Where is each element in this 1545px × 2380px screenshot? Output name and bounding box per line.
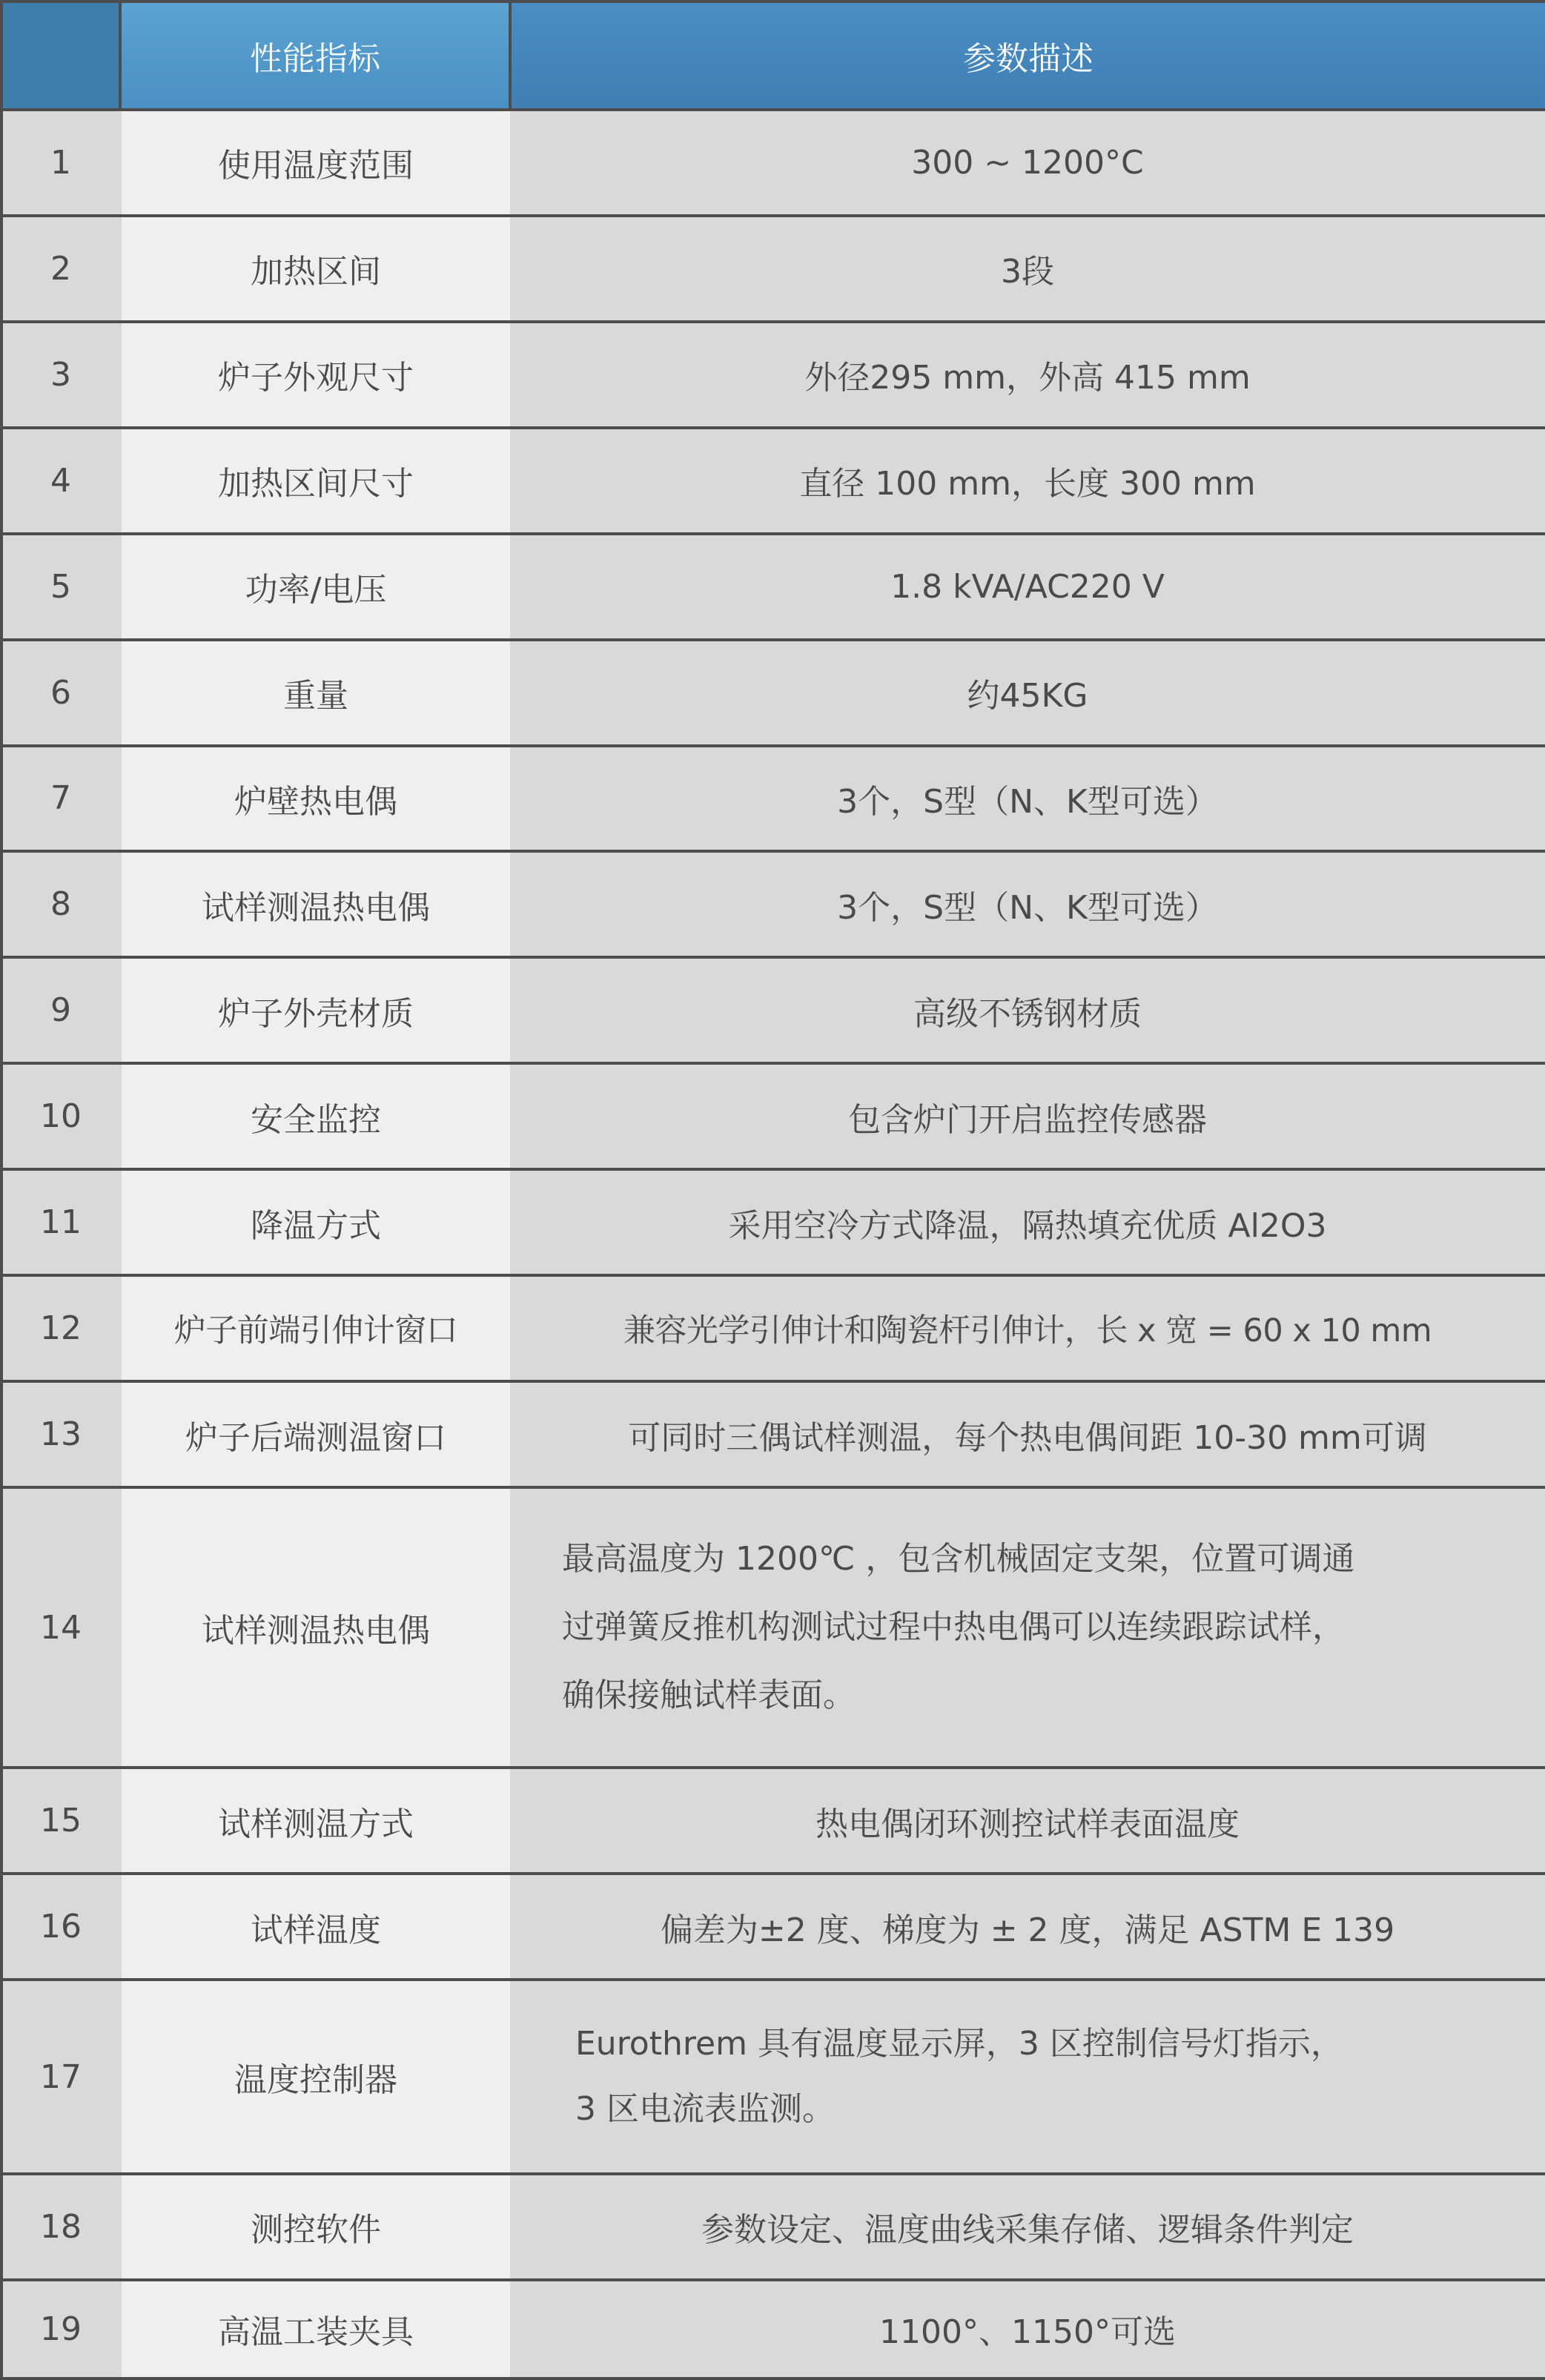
parameter-description: 1.8 kVA/AC220 V	[510, 534, 1545, 640]
indicator-name: 重量	[120, 640, 510, 746]
table-row	[1, 2280, 1545, 2379]
row-number: 13	[1, 1381, 120, 1487]
header-parameter-description: 参数描述	[510, 1, 1545, 110]
table-row	[1, 1169, 1545, 1275]
table-row	[1, 957, 1545, 1063]
table-row	[1, 1874, 1545, 1980]
parameter-description: 直径 100 mm，长度 300 mm	[510, 428, 1545, 534]
row-number: 11	[1, 1169, 120, 1275]
indicator-name: 炉壁热电偶	[120, 746, 510, 852]
indicator-name: 温度控制器	[120, 1980, 510, 2174]
parameter-description: 包含炉门开启监控传感器	[510, 1063, 1545, 1169]
parameter-description: 1100°、1150°可选	[510, 2280, 1545, 2379]
indicator-name: 测控软件	[120, 2174, 510, 2280]
table-row	[1, 1487, 1545, 1768]
row-number: 1	[1, 110, 120, 216]
row-number: 10	[1, 1063, 120, 1169]
indicator-name: 炉子前端引伸计窗口	[120, 1275, 510, 1381]
parameter-description	[510, 1980, 1545, 2174]
row-number: 5	[1, 534, 120, 640]
indicator-name: 功率/电压	[120, 534, 510, 640]
table-row	[1, 851, 1545, 957]
parameter-description: 3个，S型（N、K型可选）	[510, 746, 1545, 852]
indicator-name: 试样测温方式	[120, 1768, 510, 1874]
parameter-description: 热电偶闭环测控试样表面温度	[510, 1768, 1545, 1874]
indicator-name: 加热区间	[120, 216, 510, 322]
indicator-name: 试样测温热电偶	[120, 851, 510, 957]
indicator-name: 降温方式	[120, 1169, 510, 1275]
table-row	[1, 428, 1545, 534]
table-row	[1, 1381, 1545, 1487]
table-row	[1, 1980, 1545, 2174]
indicator-name: 炉子外观尺寸	[120, 322, 510, 428]
table-row	[1, 322, 1545, 428]
indicator-name: 加热区间尺寸	[120, 428, 510, 534]
indicator-name: 炉子后端测温窗口	[120, 1381, 510, 1487]
row-number: 2	[1, 216, 120, 322]
table-row	[1, 534, 1545, 640]
parameter-description: 偏差为±2 度、梯度为 ± 2 度，满足 ASTM E 139	[510, 1874, 1545, 1980]
parameter-description: 参数设定、温度曲线采集存储、逻辑条件判定	[510, 2174, 1545, 2280]
table-row	[1, 216, 1545, 322]
row-number: 17	[1, 1980, 120, 2174]
table-row	[1, 1275, 1545, 1381]
header-index-cell	[1, 1, 120, 110]
row-number: 4	[1, 428, 120, 534]
row-number: 8	[1, 851, 120, 957]
row-number: 12	[1, 1275, 120, 1381]
row-number: 16	[1, 1874, 120, 1980]
parameter-description: 300 ~ 1200°C	[510, 110, 1545, 216]
table-row	[1, 746, 1545, 852]
parameter-description: 可同时三偶试样测温，每个热电偶间距 10-30 mm可调	[510, 1381, 1545, 1487]
table-row	[1, 2174, 1545, 2280]
table-row	[1, 110, 1545, 216]
parameter-description: 高级不锈钢材质	[510, 957, 1545, 1063]
description-line: 过弹簧反推机构测试过程中热电偶可以连续跟踪试样，	[562, 1608, 1345, 1647]
parameter-description: 3段	[510, 216, 1545, 322]
parameter-description: 外径295 mm，外高 415 mm	[510, 322, 1545, 428]
row-number: 14	[1, 1487, 120, 1768]
header-row	[1, 1, 1545, 110]
indicator-name: 使用温度范围	[120, 110, 510, 216]
description-line: Eurothrem 具有温度显示屏，3 区控制信号灯指示，	[575, 2025, 1343, 2063]
indicator-name: 高温工装夹具	[120, 2280, 510, 2379]
row-number: 9	[1, 957, 120, 1063]
row-number: 15	[1, 1768, 120, 1874]
parameter-description	[510, 1487, 1545, 1768]
indicator-name: 安全监控	[120, 1063, 510, 1169]
parameter-description: 约45KG	[510, 640, 1545, 746]
row-number: 3	[1, 322, 120, 428]
description-line: 3 区电流表监测。	[575, 2090, 835, 2129]
row-number: 7	[1, 746, 120, 852]
table-row	[1, 640, 1545, 746]
description-line: 最高温度为 1200℃ ，包含机械固定支架，位置可调通	[562, 1540, 1355, 1579]
description-line: 确保接触试样表面。	[562, 1676, 856, 1715]
table-row	[1, 1063, 1545, 1169]
header-performance-indicator: 性能指标	[120, 1, 510, 110]
indicator-name: 试样温度	[120, 1874, 510, 1980]
parameter-description: 兼容光学引伸计和陶瓷杆引伸计，长 x 宽 = 60 x 10 mm	[510, 1275, 1545, 1381]
parameter-description: 3个，S型（N、K型可选）	[510, 851, 1545, 957]
row-number: 18	[1, 2174, 120, 2280]
indicator-name: 炉子外壳材质	[120, 957, 510, 1063]
indicator-name: 试样测温热电偶	[120, 1487, 510, 1768]
parameter-description: 采用空冷方式降温，隔热填充优质 Al2O3	[510, 1169, 1545, 1275]
table-row	[1, 1768, 1545, 1874]
row-number: 6	[1, 640, 120, 746]
row-number: 19	[1, 2280, 120, 2379]
